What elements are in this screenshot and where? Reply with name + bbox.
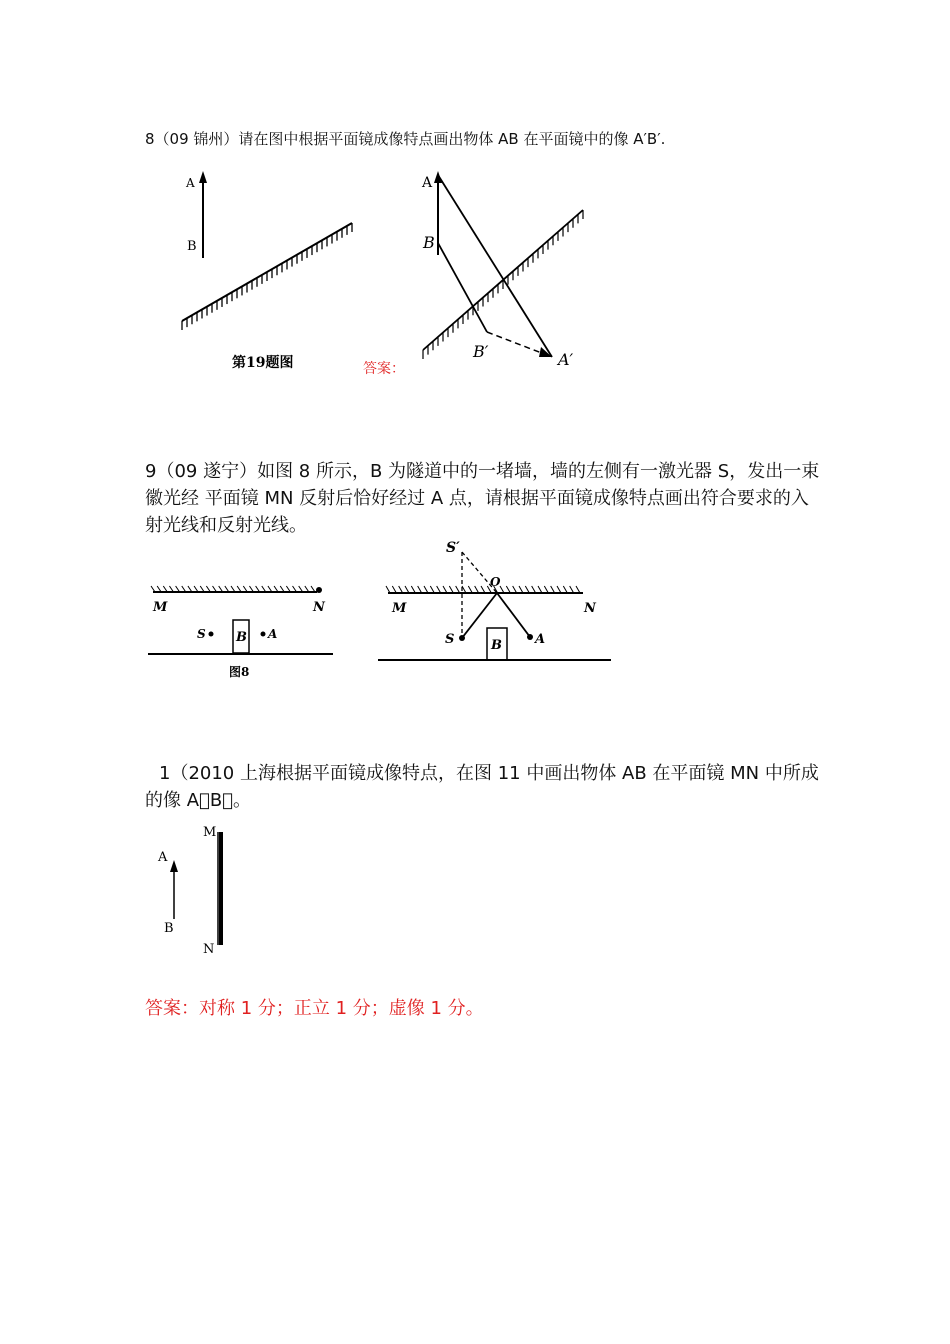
q9-label-n: N xyxy=(313,600,325,615)
q9r-label-m: M xyxy=(392,601,407,616)
q8-answer-label: 答案： xyxy=(363,361,405,377)
q8r-label-a2: A′ xyxy=(558,350,574,369)
q1-label-b: B xyxy=(164,921,174,936)
q8-figure-left xyxy=(170,165,390,380)
q9-label-s: S xyxy=(197,627,206,641)
q8r-label-a: A xyxy=(422,175,433,191)
question-8-text: 8（09 锦州）请在图中根据平面镜成像特点画出物体 AB 在平面镜中的像 A′B′. xyxy=(145,130,666,148)
q1-label-n: N xyxy=(203,942,215,957)
q8-figure-right xyxy=(363,165,605,380)
q9r-label-n: N xyxy=(584,601,596,616)
q9r-label-b: B xyxy=(491,638,502,653)
q8-label-b: B xyxy=(187,239,197,254)
q9r-label-a: A xyxy=(535,632,546,647)
q9r-label-s2: S′ xyxy=(446,540,460,556)
question-1-text: 1（2010 上海根据平面镜成像特点，在图 11 中画出物体 AB 在平面镜 MN 中所成的像 A B 。 xyxy=(145,763,819,811)
q8r-label-b2: B′ xyxy=(473,342,489,361)
q9-figure-left xyxy=(145,578,345,683)
q1-label-m: M xyxy=(203,825,217,840)
q1-figure xyxy=(155,822,245,957)
q8-caption: 第19题图 xyxy=(232,355,294,371)
q8r-label-b: B xyxy=(423,233,435,252)
q9-caption: 图8 xyxy=(229,665,250,679)
q9-figure-right xyxy=(375,530,615,685)
q9r-label-o: O xyxy=(490,575,501,589)
q9r-label-s: S xyxy=(445,632,455,647)
question-9-text: 9（09 遂宁）如图 8 所示，B 为隧道中的一堵墙，墙的左侧有一激光器 S，发出一束徽光经 平面镜 MN 反射后恰好经过 A 点，请根据平面镜成像特点画出符合要求的入射光线和反射光线。 xyxy=(145,461,820,536)
q1-label-a: A xyxy=(158,850,168,865)
q9-label-b: B xyxy=(236,630,247,645)
q8-label-a: A xyxy=(186,176,195,190)
answer-text: 答案：对称 1 分；正立 1 分；虚像 1 分。 xyxy=(145,998,484,1019)
q9-label-a: A xyxy=(268,627,278,641)
q9-label-m: M xyxy=(153,600,168,615)
